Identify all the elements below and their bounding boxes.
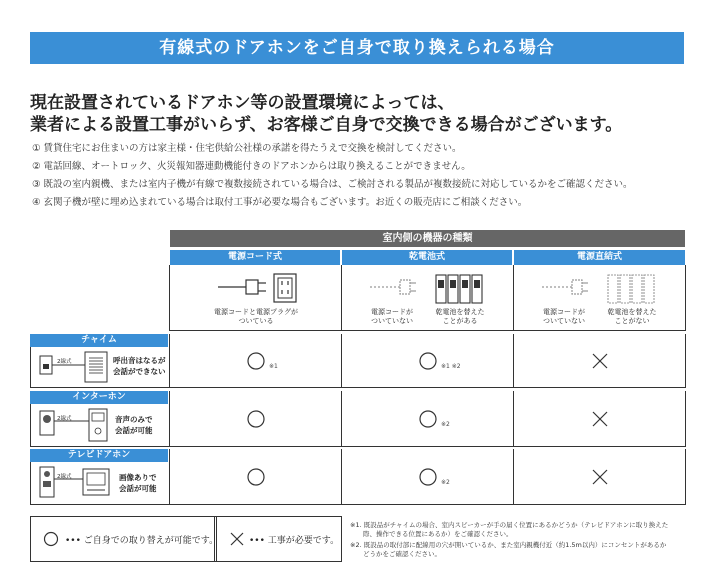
circle-symbol-icon bbox=[245, 466, 267, 488]
page-banner: 有線式のドアホンをご自身で取り換えられる場合 bbox=[30, 32, 684, 64]
plug-outlet-icon bbox=[216, 273, 316, 305]
footnote-ref: ※1 ※2 bbox=[441, 362, 461, 370]
row-desc-chime: 呼出音はなるが 会話ができない bbox=[113, 356, 166, 376]
heading-line-2: 業者による設置工事がいらず、お客様ご自身で交換できる場合がございます。 bbox=[30, 115, 623, 135]
caption-cord: 電源コードと電源プラグが ついている bbox=[214, 308, 298, 325]
circle-symbol-icon bbox=[417, 466, 439, 488]
row-desc-intercom: 音声のみで 会話が可能 bbox=[115, 415, 153, 435]
wire-label: 2線式 bbox=[57, 416, 72, 422]
no-cord-no-battery-icon bbox=[540, 271, 670, 307]
result-cell bbox=[341, 334, 514, 388]
chime-icon bbox=[39, 350, 109, 384]
column-header-direct: 電源直結式 bbox=[514, 250, 685, 265]
row-illustration-intercom bbox=[30, 404, 169, 447]
circle-symbol-icon bbox=[245, 350, 267, 372]
circle-symbol-icon bbox=[43, 531, 59, 547]
result-cell bbox=[513, 449, 686, 505]
legend-circle-text: ••• ご自身での取り替えが可能です。 bbox=[65, 536, 219, 546]
column-header-battery: 乾電池式 bbox=[342, 250, 512, 265]
circle-symbol-icon bbox=[245, 408, 267, 430]
note-3: ③ 既設の室内親機、または室内子機が有線で複数接続されている場合は、ご検討される製品が複数接続に対応しているかをご確認ください。 bbox=[32, 179, 633, 190]
cross-symbol-icon bbox=[589, 408, 611, 430]
legend-cross-box bbox=[214, 516, 342, 562]
result-cell bbox=[513, 334, 686, 388]
row-label-intercom: インターホン bbox=[30, 391, 168, 404]
row-label-chime: チャイム bbox=[30, 334, 168, 347]
result-cell bbox=[341, 391, 514, 447]
illustration-cord bbox=[169, 265, 342, 331]
footnote-2b: どうかをご確認ください。 bbox=[350, 550, 441, 558]
caption-direct-1: 電源コードが ついていない bbox=[543, 308, 585, 325]
illustration-battery bbox=[341, 265, 514, 331]
footnote-1a: ※1. 既設品がチャイムの場合、室内スピーカーが手の届く位置にあるかどうか（テレビドアホンに取り換えた bbox=[350, 521, 669, 529]
footnote-ref: ※2 bbox=[441, 478, 450, 486]
wire-label: 2線式 bbox=[57, 474, 72, 480]
circle-symbol-icon bbox=[417, 350, 439, 372]
row-desc-tv-doorphone: 画像ありで 会話が可能 bbox=[119, 473, 157, 493]
note-1: ① 賃貸住宅にお住まいの方は家主様・住宅供給公社様の承諾を得たうえで交換を検討してください。 bbox=[32, 143, 462, 154]
caption-direct-2: 乾電池を替えた ことがない bbox=[607, 308, 657, 325]
table-header: 室内側の機器の種類 bbox=[170, 230, 685, 247]
footnote-1b: 際、操作できる位置にあるか）をご確認ください。 bbox=[350, 530, 513, 538]
row-label-tv-doorphone: テレビドアホン bbox=[30, 449, 168, 462]
cross-symbol-icon bbox=[589, 466, 611, 488]
note-2: ② 電話回線、オートロック、火災報知器連動機能付きのドアホンからは取り換えることができません。 bbox=[32, 161, 471, 172]
row-illustration-tv-doorphone bbox=[30, 462, 169, 505]
illustration-direct bbox=[513, 265, 686, 331]
no-cord-battery-icon bbox=[368, 271, 498, 307]
intercom-icon bbox=[39, 407, 109, 443]
footnote-2a: ※2. 既設品の取付部に配線用の穴が開いているか、また室内親機付近（約1.5m以内）にコンセントがあるか bbox=[350, 541, 667, 549]
cross-symbol-icon bbox=[229, 531, 245, 547]
column-header-cord: 電源コード式 bbox=[170, 250, 340, 265]
footnote-ref: ※1 bbox=[269, 362, 278, 370]
heading-line-1: 現在設置されているドアホン等の設置環境によっては、 bbox=[30, 93, 455, 113]
circle-symbol-icon bbox=[417, 408, 439, 430]
row-illustration-chime bbox=[30, 347, 169, 388]
result-cell bbox=[169, 334, 342, 388]
cross-symbol-icon bbox=[589, 350, 611, 372]
caption-battery-2: 乾電池を替えた ことがある bbox=[435, 308, 485, 325]
legend-cross-text: ••• 工事が必要です。 bbox=[249, 536, 340, 546]
footnote-ref: ※2 bbox=[441, 420, 450, 428]
result-cell bbox=[169, 391, 342, 447]
result-cell bbox=[341, 449, 514, 505]
legend-circle-box bbox=[30, 516, 217, 562]
result-cell bbox=[169, 449, 342, 505]
result-cell bbox=[513, 391, 686, 447]
note-4: ④ 玄関子機が壁に埋め込まれている場合は取付工事が必要な場合もございます。お近くの販売店にご相談ください。 bbox=[32, 197, 528, 208]
caption-battery-1: 電源コードが ついていない bbox=[371, 308, 413, 325]
tv-doorphone-icon bbox=[39, 465, 111, 501]
wire-label: 2線式 bbox=[57, 359, 72, 365]
